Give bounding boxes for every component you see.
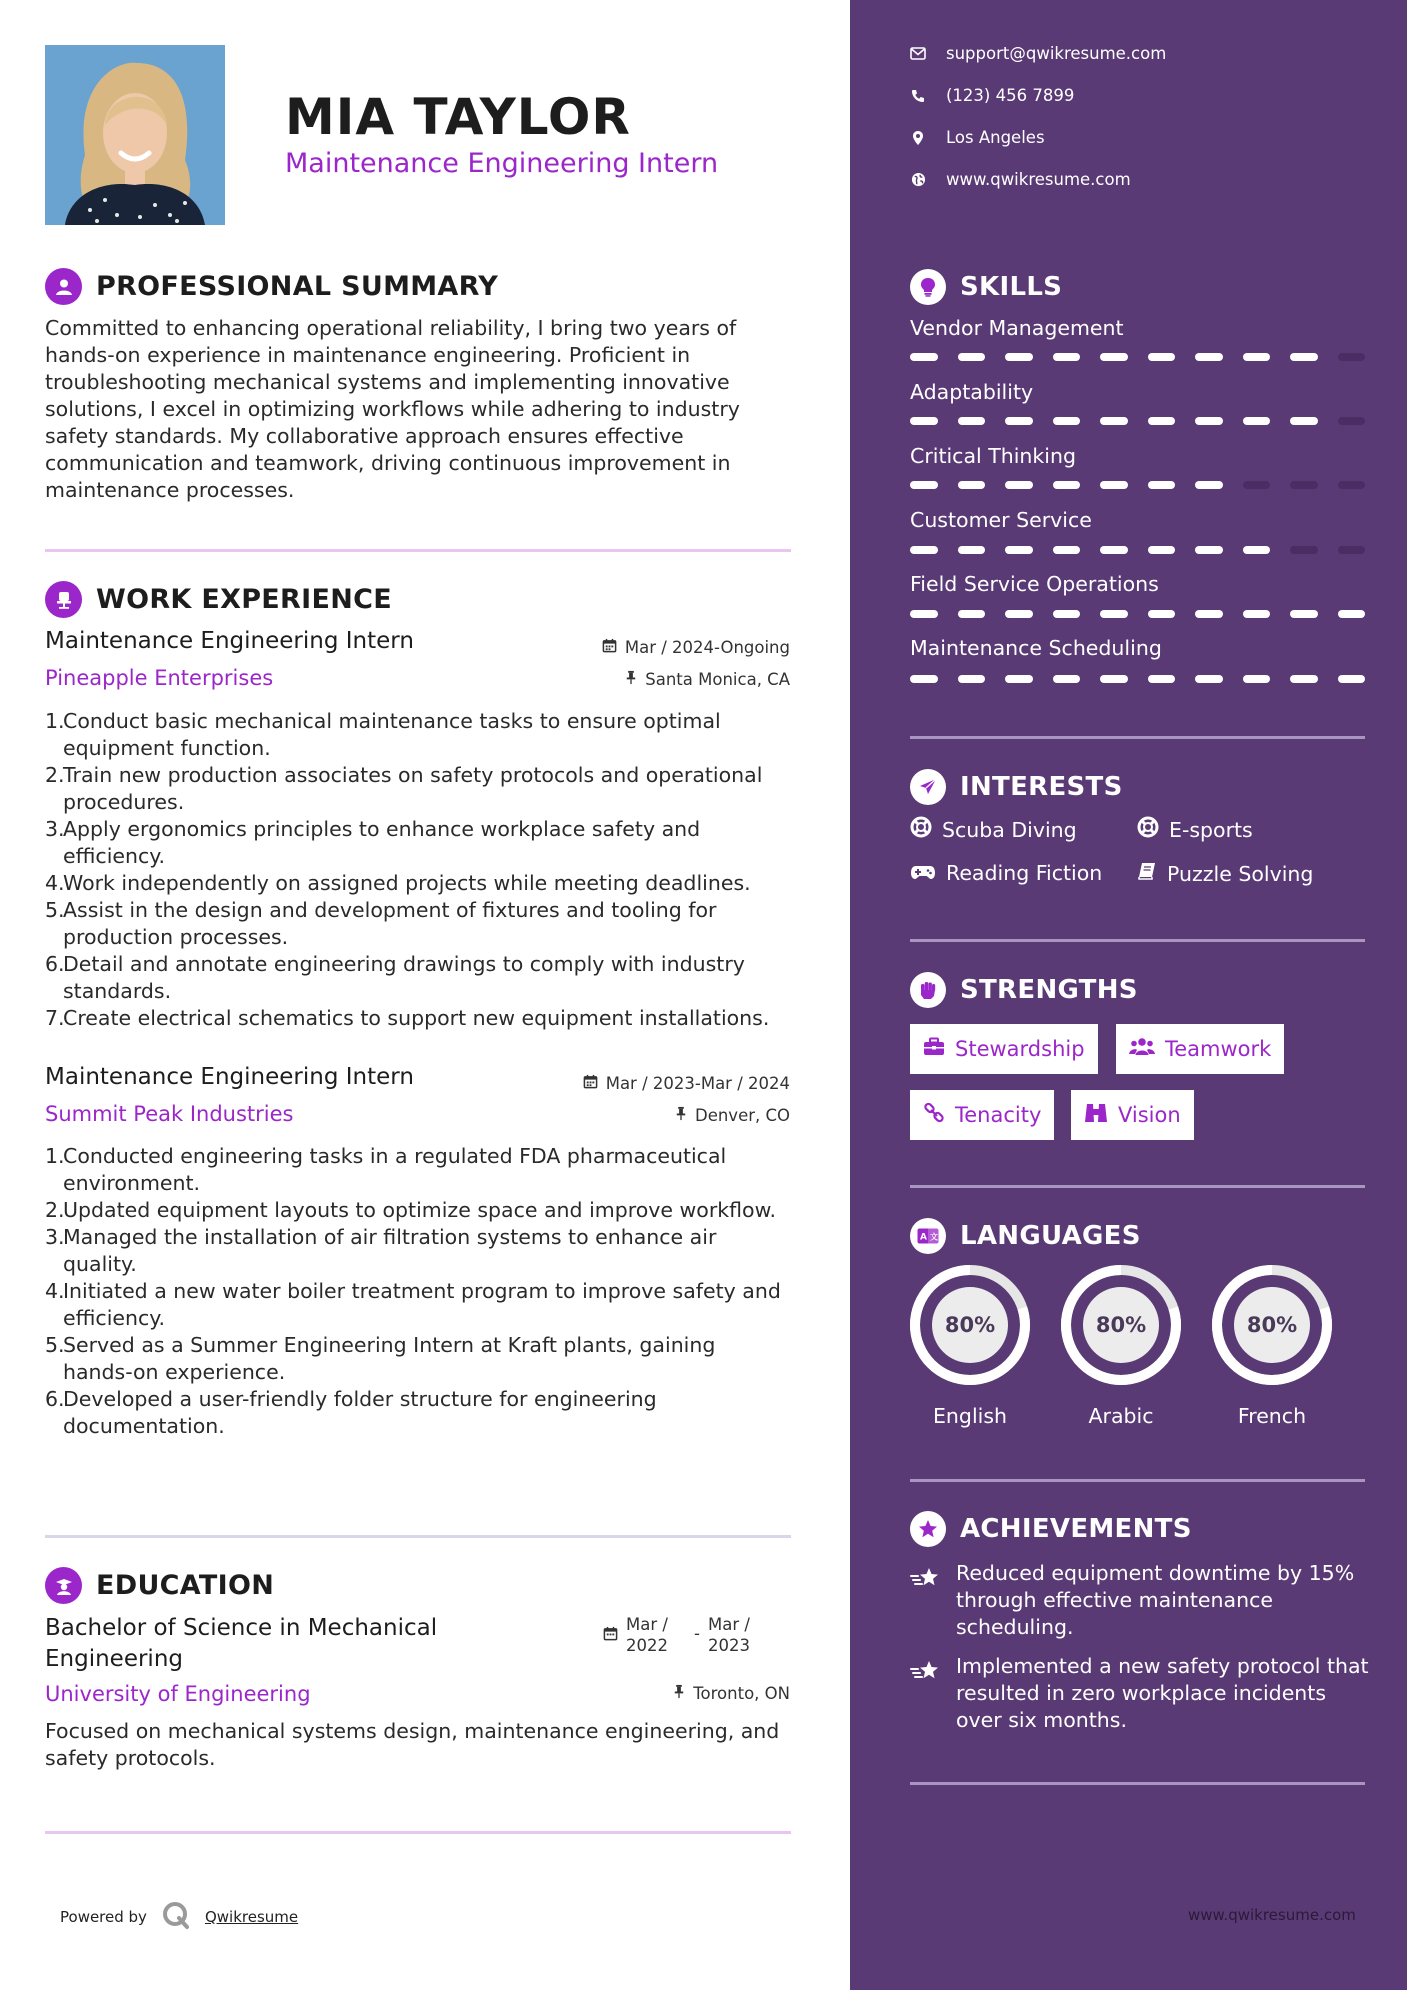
skill-segment bbox=[958, 353, 986, 361]
skill-segment bbox=[1243, 353, 1271, 361]
achievements-heading bbox=[910, 1511, 1192, 1547]
lifebuoy-icon bbox=[1137, 816, 1159, 843]
skill-name: Maintenance Scheduling bbox=[910, 636, 1162, 660]
users-icon bbox=[1129, 1037, 1155, 1061]
language-percent: 80% bbox=[944, 1313, 996, 1337]
education-title: EDUCATION bbox=[96, 1570, 275, 1601]
skill-segment bbox=[1100, 481, 1128, 489]
list-item: 2. Updated equipment layouts to optimize space and improve workflow. bbox=[45, 1198, 776, 1222]
language-item bbox=[1060, 1264, 1182, 1428]
interest-item: Puzzle Solving bbox=[1137, 861, 1313, 886]
chair-icon bbox=[45, 581, 82, 618]
skill-segment bbox=[910, 481, 938, 489]
footer-powered-by: Powered by Qwikresume bbox=[60, 1900, 298, 1934]
skill-segment bbox=[1290, 353, 1318, 361]
skill-segment bbox=[1290, 675, 1318, 683]
section-divider bbox=[910, 1782, 1365, 1785]
envelope-icon bbox=[910, 46, 926, 62]
skill-segment bbox=[1338, 481, 1366, 489]
skill-segment bbox=[1195, 353, 1223, 361]
skill-segment bbox=[1243, 675, 1271, 683]
section-divider bbox=[910, 1185, 1365, 1188]
summary-title: PROFESSIONAL SUMMARY bbox=[96, 271, 499, 302]
skill-segment bbox=[1195, 481, 1223, 489]
skill-segment bbox=[1100, 610, 1128, 618]
section-divider bbox=[45, 1535, 791, 1538]
briefcase-icon bbox=[923, 1037, 945, 1061]
job-role: Maintenance Engineering Intern bbox=[45, 1064, 414, 1090]
skill-segment bbox=[1053, 353, 1081, 361]
globe-icon bbox=[910, 172, 926, 188]
skill-segment bbox=[1195, 417, 1223, 425]
lifebuoy-icon bbox=[910, 816, 932, 843]
skill-segment bbox=[1290, 610, 1318, 618]
skill-level-bar bbox=[910, 675, 1365, 683]
qwikresume-link[interactable]: Qwikresume bbox=[204, 1908, 299, 1926]
interest-item: Reading Fiction bbox=[910, 861, 1102, 885]
language-percent: 80% bbox=[1095, 1313, 1147, 1337]
svg-text:文: 文 bbox=[930, 1232, 938, 1242]
contact-phone[interactable]: (123) 456 7899 bbox=[910, 86, 1074, 105]
list-item: 7. Create electrical schematics to support new equipment installations. bbox=[45, 1006, 770, 1030]
skill-segment bbox=[958, 546, 986, 554]
contact-email[interactable]: support@qwikresume.com bbox=[910, 44, 1166, 63]
list-item: 1. Conducted engineering tasks in a regulated FDA pharmaceutical environment. bbox=[45, 1144, 727, 1195]
skill-segment bbox=[1005, 546, 1033, 554]
star-badge-icon bbox=[910, 1511, 946, 1547]
section-divider bbox=[45, 1831, 791, 1834]
graduate-icon bbox=[45, 1567, 82, 1604]
skill-level-bar bbox=[910, 481, 1365, 489]
skill-segment bbox=[1005, 610, 1033, 618]
job-company: Pineapple Enterprises bbox=[45, 666, 274, 690]
interest-item: E-sports bbox=[1137, 816, 1253, 843]
job-duties-list bbox=[45, 708, 805, 1032]
skill-name: Vendor Management bbox=[910, 316, 1124, 340]
list-item: 1. Conduct basic mechanical maintenance tasks to ensure optimal equipment function. bbox=[45, 709, 721, 760]
skill-segment bbox=[958, 417, 986, 425]
skill-segment bbox=[1053, 675, 1081, 683]
skill-segment bbox=[958, 675, 986, 683]
education-dates: Mar / 2022 - Mar / 2023 bbox=[603, 1614, 768, 1656]
strength-tag: Vision bbox=[1071, 1090, 1194, 1140]
skill-segment bbox=[1148, 610, 1176, 618]
list-item: 2. Train new production associates on safety protocols and operational procedures. bbox=[45, 763, 763, 814]
job-duties-list bbox=[45, 1143, 785, 1440]
skill-segment bbox=[1195, 610, 1223, 618]
skill-segment bbox=[1243, 610, 1271, 618]
skill-segment bbox=[910, 546, 938, 554]
skill-segment bbox=[1053, 546, 1081, 554]
education-start-date: Mar / 2022 bbox=[626, 1615, 668, 1655]
job-location: Denver, CO bbox=[675, 1106, 790, 1125]
skill-name: Critical Thinking bbox=[910, 444, 1076, 468]
skill-segment bbox=[1053, 481, 1081, 489]
job-date: Mar / 2023-Mar / 2024 bbox=[583, 1074, 790, 1093]
language-item bbox=[1211, 1264, 1333, 1428]
calendar-icon bbox=[602, 638, 617, 657]
job-company: Summit Peak Industries bbox=[45, 1102, 294, 1126]
skill-segment bbox=[1053, 417, 1081, 425]
translate-icon bbox=[910, 1218, 946, 1254]
calendar-icon bbox=[603, 1614, 618, 1656]
skill-segment bbox=[1148, 417, 1176, 425]
skill-segment bbox=[1005, 417, 1033, 425]
skill-segment bbox=[1148, 675, 1176, 683]
skill-segment bbox=[910, 353, 938, 361]
skill-segment bbox=[1338, 353, 1366, 361]
interest-item: Scuba Diving bbox=[910, 816, 1077, 843]
list-item: 5. Assist in the design and development of fixtures and tooling for production processes. bbox=[45, 898, 717, 949]
skill-segment bbox=[1148, 546, 1176, 554]
achievement-item: Implemented a new safety protocol that resulted in zero workplace incidents over six months. bbox=[910, 1653, 1370, 1734]
strength-tag: Stewardship bbox=[910, 1024, 1098, 1074]
language-name: Arabic bbox=[1088, 1404, 1154, 1428]
skill-segment bbox=[1005, 481, 1033, 489]
list-item: 6. Developed a user-friendly folder structure for engineering documentation. bbox=[45, 1387, 657, 1438]
skill-segment bbox=[1290, 546, 1318, 554]
skill-segment bbox=[1053, 610, 1081, 618]
skill-segment bbox=[1290, 417, 1318, 425]
skill-segment bbox=[1195, 546, 1223, 554]
skill-segment bbox=[1243, 417, 1271, 425]
gamepad-icon bbox=[910, 861, 936, 885]
school-name: University of Engineering bbox=[45, 1682, 311, 1706]
interests-heading bbox=[910, 769, 1123, 805]
candidate-title: Maintenance Engineering Intern bbox=[285, 148, 719, 179]
list-item: 6. Detail and annotate engineering drawings to comply with industry standards. bbox=[45, 952, 745, 1003]
language-name: English bbox=[932, 1404, 1008, 1428]
link-icon bbox=[923, 1102, 945, 1129]
skill-segment bbox=[1148, 353, 1176, 361]
fist-icon bbox=[910, 972, 946, 1008]
job-role: Maintenance Engineering Intern bbox=[45, 628, 414, 654]
pin-icon bbox=[675, 1106, 687, 1125]
skills-heading bbox=[910, 269, 1062, 305]
skill-level-bar bbox=[910, 610, 1365, 618]
skill-segment bbox=[1338, 546, 1366, 554]
book-icon bbox=[1137, 861, 1157, 886]
languages-heading bbox=[910, 1218, 1141, 1254]
language-item bbox=[909, 1264, 1031, 1428]
list-item: 4. Initiated a new water boiler treatment program to improve safety and efficiency. bbox=[45, 1279, 781, 1330]
job-location: Santa Monica, CA bbox=[625, 670, 790, 689]
education-description: Focused on mechanical systems design, maintenance engineering, and safety protocols. bbox=[45, 1719, 780, 1770]
summary-text: Committed to enhancing operational reliability, I bring two years of hands-on experience in maintenance engineering. Proficient in troubleshooting mechanical systems and implementing innovative solutions, I excel in optimizing workflows while adhering to industry safety standards. My collaborative approach ensures effective communication and teamwork, driving continuous improvement in maintenance processes. bbox=[45, 316, 740, 502]
skill-segment bbox=[910, 610, 938, 618]
summary-heading bbox=[45, 268, 498, 305]
list-item: 3. Apply ergonomics principles to enhance workplace safety and efficiency. bbox=[45, 817, 701, 868]
skill-segment bbox=[1338, 610, 1366, 618]
section-divider bbox=[910, 939, 1365, 942]
skill-segment bbox=[910, 675, 938, 683]
skill-segment bbox=[1148, 481, 1176, 489]
skill-level-bar bbox=[910, 546, 1365, 554]
skill-segment bbox=[958, 610, 986, 618]
interests-title: INTERESTS bbox=[960, 772, 1123, 802]
language-name: French bbox=[1237, 1404, 1307, 1428]
degree-title: Bachelor of Science in Mechanical Engineering bbox=[45, 1615, 438, 1672]
skills-title: SKILLS bbox=[960, 272, 1063, 302]
skill-segment bbox=[1100, 546, 1128, 554]
contact-location: Los Angeles bbox=[910, 128, 1045, 147]
strengths-heading bbox=[910, 972, 1138, 1008]
skill-segment bbox=[958, 481, 986, 489]
education-heading bbox=[45, 1567, 274, 1604]
paper-plane-icon bbox=[910, 769, 946, 805]
education-end-date: Mar / 2023 bbox=[708, 1615, 750, 1655]
svg-text:A: A bbox=[920, 1232, 927, 1243]
list-item: 5. Served as a Summer Engineering Intern at Kraft plants, gaining hands-on experience. bbox=[45, 1333, 716, 1384]
skill-level-bar bbox=[910, 417, 1365, 425]
qwikresume-logo-icon bbox=[161, 1900, 191, 1934]
languages-title: LANGUAGES bbox=[960, 1221, 1141, 1251]
skill-name: Adaptability bbox=[910, 380, 1034, 404]
skill-segment bbox=[910, 417, 938, 425]
skill-segment bbox=[1338, 675, 1366, 683]
pin-icon bbox=[673, 1684, 685, 1703]
pin-icon bbox=[625, 670, 637, 689]
section-divider bbox=[45, 549, 791, 552]
strength-tag: Teamwork bbox=[1116, 1024, 1284, 1074]
skill-segment bbox=[1005, 675, 1033, 683]
skill-name: Field Service Operations bbox=[910, 572, 1159, 596]
profile-photo bbox=[45, 45, 225, 225]
shooting-star-icon bbox=[910, 1653, 944, 1734]
map-pin-icon bbox=[910, 130, 926, 146]
skill-segment bbox=[1100, 675, 1128, 683]
list-item: 3. Managed the installation of air filtration systems to enhance air quality. bbox=[45, 1225, 717, 1276]
achievements-title: ACHIEVEMENTS bbox=[960, 1514, 1192, 1544]
experience-heading bbox=[45, 581, 392, 618]
list-item: 4. Work independently on assigned projects while meeting deadlines. bbox=[45, 871, 751, 895]
skill-segment bbox=[1290, 481, 1318, 489]
phone-icon bbox=[910, 88, 926, 104]
skill-segment bbox=[1195, 675, 1223, 683]
skill-segment bbox=[1338, 417, 1366, 425]
skill-segment bbox=[1005, 353, 1033, 361]
skill-segment bbox=[1243, 546, 1271, 554]
skill-segment bbox=[1100, 417, 1128, 425]
user-icon bbox=[45, 268, 82, 305]
strength-tag: Tenacity bbox=[910, 1090, 1054, 1140]
skill-segment bbox=[1100, 353, 1128, 361]
skill-name: Customer Service bbox=[910, 508, 1092, 532]
education-location: Toronto, ON bbox=[673, 1684, 790, 1703]
footer-url[interactable]: www.qwikresume.com bbox=[1188, 1906, 1356, 1924]
section-divider bbox=[910, 736, 1365, 739]
contact-website[interactable]: www.qwikresume.com bbox=[910, 170, 1131, 189]
achievement-item: Reduced equipment downtime by 15% through effective maintenance scheduling. bbox=[910, 1560, 1370, 1641]
section-divider bbox=[910, 1479, 1365, 1482]
shooting-star-icon bbox=[910, 1560, 944, 1641]
skill-level-bar bbox=[910, 353, 1365, 361]
calendar-icon bbox=[583, 1074, 598, 1093]
candidate-name: MIA TAYLOR bbox=[285, 88, 631, 146]
job-date: Mar / 2024-Ongoing bbox=[602, 638, 790, 657]
binoculars-icon bbox=[1084, 1102, 1108, 1129]
language-percent: 80% bbox=[1246, 1313, 1298, 1337]
lightbulb-icon bbox=[910, 269, 946, 305]
skill-segment bbox=[1243, 481, 1271, 489]
strengths-title: STRENGTHS bbox=[960, 975, 1138, 1005]
experience-title: WORK EXPERIENCE bbox=[96, 584, 392, 615]
